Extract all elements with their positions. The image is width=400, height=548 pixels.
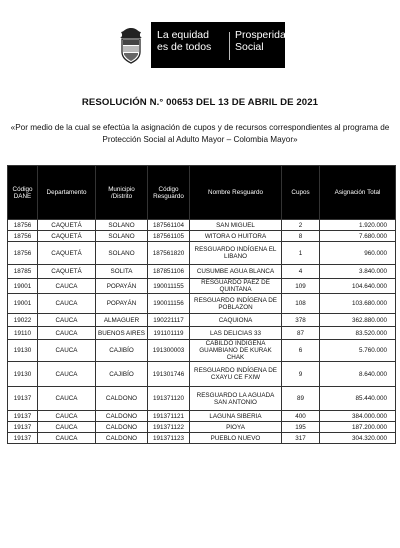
header-nombre-resguardo: Nombre Resguardo — [190, 166, 282, 220]
cell-municipio: BUENOS AIRES — [96, 327, 148, 340]
cell-departamento: CAQUETÁ — [38, 220, 96, 231]
cell-cupos: 109 — [282, 279, 320, 294]
table-row — [8, 279, 396, 294]
table-row — [8, 314, 396, 327]
header-logo — [115, 22, 292, 68]
cell-municipio: CAJIBÍO — [96, 362, 148, 387]
cell-nombre-resguardo: RESGUARDO INDÍGENA DE POBLAZON — [190, 294, 282, 314]
cell-departamento: CAUCA — [38, 422, 96, 433]
header-codigo-dane: Código DANE — [8, 166, 38, 220]
cell-municipio: CALDONO — [96, 433, 148, 444]
table-row — [8, 411, 396, 422]
table-row — [8, 231, 396, 242]
cell-codigo-resguardo: 191301746 — [148, 362, 190, 387]
cell-codigo-dane: 19001 — [8, 294, 38, 314]
document-subtitle: «Por medio de la cual se efectúa la asignación de cupos y de recursos correspondientes al programa de Protección Social al Adulto Mayor – Colombia Mayor» — [10, 123, 390, 144]
table-row — [8, 220, 396, 231]
cell-nombre-resguardo: LAGUNA SIBERIA — [190, 411, 282, 422]
cell-codigo-dane: 19137 — [8, 387, 38, 411]
cell-municipio: SOLANO — [96, 220, 148, 231]
cell-asignacion-total: 384.000.000 — [320, 411, 396, 422]
allocation-table — [7, 165, 396, 444]
header-municipio: Municipio /Distrito — [96, 166, 148, 220]
cell-codigo-resguardo: 190011155 — [148, 279, 190, 294]
cell-codigo-dane: 19130 — [8, 362, 38, 387]
cell-departamento: CAQUETÁ — [38, 231, 96, 242]
table-row — [8, 265, 396, 279]
cell-codigo-dane: 19130 — [8, 340, 38, 362]
cell-municipio: SOLITA — [96, 265, 148, 279]
cell-cupos: 317 — [282, 433, 320, 444]
table-row — [8, 422, 396, 433]
cell-codigo-resguardo: 191371121 — [148, 411, 190, 422]
cell-municipio: POPAYÁN — [96, 294, 148, 314]
cell-cupos: 195 — [282, 422, 320, 433]
cell-codigo-dane: 18785 — [8, 265, 38, 279]
cell-departamento: CAQUETÁ — [38, 265, 96, 279]
cell-asignacion-total: 362.880.000 — [320, 314, 396, 327]
logo-divider — [229, 32, 230, 60]
cell-cupos: 4 — [282, 265, 320, 279]
cell-codigo-resguardo: 187851106 — [148, 265, 190, 279]
cell-asignacion-total: 304.320.000 — [320, 433, 396, 444]
cell-municipio: SOLANO — [96, 242, 148, 265]
cell-departamento: CAUCA — [38, 340, 96, 362]
table-row — [8, 294, 396, 314]
cell-nombre-resguardo: RESGUARDO PAEZ DE QUINTANA — [190, 279, 282, 294]
cell-nombre-resguardo: RESGUARDO INDÍGENA EL LIBANO — [190, 242, 282, 265]
cell-codigo-resguardo: 187561105 — [148, 231, 190, 242]
document-title: RESOLUCIÓN N.° 00653 DEL 13 DE ABRIL DE 2021 — [81, 97, 319, 108]
header-cupos: Cupos — [282, 166, 320, 220]
logo-entity — [235, 29, 292, 53]
cell-codigo-resguardo: 191371122 — [148, 422, 190, 433]
cell-asignacion-total: 960.000 — [320, 242, 396, 265]
cell-codigo-resguardo: 190221117 — [148, 314, 190, 327]
cell-codigo-dane: 18756 — [8, 231, 38, 242]
cell-codigo-resguardo: 191371123 — [148, 433, 190, 444]
cell-departamento: CAUCA — [38, 294, 96, 314]
cell-codigo-dane: 18756 — [8, 220, 38, 231]
cell-cupos: 87 — [282, 327, 320, 340]
cell-nombre-resguardo: RESGUARDO LA AGUADA SAN ANTONIO — [190, 387, 282, 411]
cell-codigo-dane: 19137 — [8, 411, 38, 422]
logo-entity-line2: Social — [235, 41, 264, 53]
cell-cupos: 1 — [282, 242, 320, 265]
cell-nombre-resguardo: SAN MIGUEL — [190, 220, 282, 231]
cell-nombre-resguardo: CUSUMBE AGUA BLANCA — [190, 265, 282, 279]
cell-departamento: CAUCA — [38, 279, 96, 294]
cell-departamento: CAUCA — [38, 387, 96, 411]
cell-codigo-dane: 19137 — [8, 422, 38, 433]
cell-asignacion-total: 83.520.000 — [320, 327, 396, 340]
cell-codigo-resguardo: 191101119 — [148, 327, 190, 340]
cell-asignacion-total: 8.640.000 — [320, 362, 396, 387]
logo-band — [151, 22, 292, 68]
cell-departamento: CAUCA — [38, 411, 96, 422]
table-row — [8, 362, 396, 387]
cell-codigo-resguardo: 191371120 — [148, 387, 190, 411]
cell-codigo-resguardo: 191300003 — [148, 340, 190, 362]
cell-codigo-dane: 19001 — [8, 279, 38, 294]
cell-nombre-resguardo: LAS DELICIAS 33 — [190, 327, 282, 340]
cell-municipio: CAJIBÍO — [96, 340, 148, 362]
cell-cupos: 6 — [282, 340, 320, 362]
logo-entity-line1: Prosperidad — [235, 29, 292, 41]
cell-nombre-resguardo: CAQUIONA — [190, 314, 282, 327]
cell-nombre-resguardo: WITORA O HUITORA — [190, 231, 282, 242]
table-row — [8, 387, 396, 411]
cell-codigo-resguardo: 190011156 — [148, 294, 190, 314]
cell-codigo-dane: 19110 — [8, 327, 38, 340]
logo-slogan-line2: es de todos — [157, 41, 212, 53]
logo-slogan — [157, 29, 211, 53]
cell-municipio: CALDONO — [96, 387, 148, 411]
table-row — [8, 340, 396, 362]
header-departamento: Departamento — [38, 166, 96, 220]
cell-municipio: CALDONO — [96, 411, 148, 422]
cell-cupos: 89 — [282, 387, 320, 411]
cell-cupos: 378 — [282, 314, 320, 327]
cell-departamento: CAUCA — [38, 433, 96, 444]
cell-municipio: ALMAGUER — [96, 314, 148, 327]
cell-asignacion-total: 5.760.000 — [320, 340, 396, 362]
cell-asignacion-total: 1.920.000 — [320, 220, 396, 231]
cell-cupos: 8 — [282, 231, 320, 242]
cell-cupos: 9 — [282, 362, 320, 387]
cell-asignacion-total: 104.640.000 — [320, 279, 396, 294]
table-row — [8, 433, 396, 444]
cell-cupos: 400 — [282, 411, 320, 422]
table-header-row — [8, 166, 396, 220]
cell-nombre-resguardo: CABILDO INDIGENA GUAMBIANO DE KURAK CHAK — [190, 340, 282, 362]
cell-nombre-resguardo: PUEBLO NUEVO — [190, 433, 282, 444]
cell-departamento: CAQUETÁ — [38, 242, 96, 265]
cell-asignacion-total: 103.680.000 — [320, 294, 396, 314]
cell-departamento: CAUCA — [38, 362, 96, 387]
colombia-crest-icon — [115, 26, 147, 64]
cell-nombre-resguardo: RESGUARDO INDÍGENA DE CXAYU CE FXIW — [190, 362, 282, 387]
cell-departamento: CAUCA — [38, 314, 96, 327]
cell-nombre-resguardo: PIOYA — [190, 422, 282, 433]
cell-departamento: CAUCA — [38, 327, 96, 340]
cell-codigo-dane: 18756 — [8, 242, 38, 265]
cell-codigo-resguardo: 187561820 — [148, 242, 190, 265]
table-body — [8, 220, 396, 444]
cell-codigo-resguardo: 187561104 — [148, 220, 190, 231]
cell-cupos: 2 — [282, 220, 320, 231]
cell-codigo-dane: 19022 — [8, 314, 38, 327]
table-row — [8, 242, 396, 265]
cell-codigo-dane: 19137 — [8, 433, 38, 444]
cell-asignacion-total: 85.440.000 — [320, 387, 396, 411]
table-row — [8, 327, 396, 340]
cell-asignacion-total: 7.680.000 — [320, 231, 396, 242]
cell-municipio: CALDONO — [96, 422, 148, 433]
header-asignacion-total: Asignación Total — [320, 166, 396, 220]
cell-cupos: 108 — [282, 294, 320, 314]
logo-slogan-line1: La equidad — [157, 29, 209, 41]
header-codigo-resguardo: Código Resguardo — [148, 166, 190, 220]
cell-municipio: POPAYÁN — [96, 279, 148, 294]
cell-asignacion-total: 187.200.000 — [320, 422, 396, 433]
cell-asignacion-total: 3.840.000 — [320, 265, 396, 279]
cell-municipio: SOLANO — [96, 231, 148, 242]
